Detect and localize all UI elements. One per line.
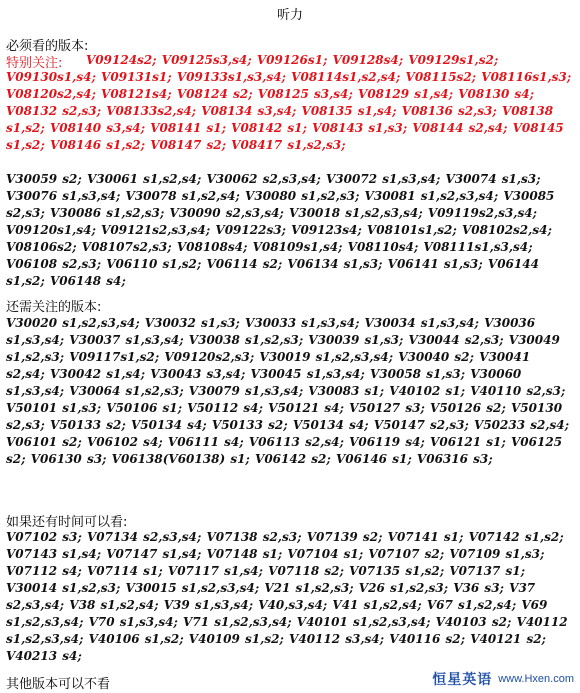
- site-watermark: [432, 669, 574, 689]
- if-time-versions: V07102 s3; V07134 s2,s3,s4; V07138 s2,s3; V07139 s2; V07141 s1; V07142 s1,s2; V07143 s1,s4; V07147 s1,s4; V07148 s1; V07104 s1; V07107 s2; V07109 s1,s3; V07112 s4; V07114 s1; V07117 s1,s4; V07118 s2; V07135 s1,s2; V07137 s1; V30014 s1,s2,s3; V30015 s1,s2,s3,s4; V21 s1,s2,s3; V26 s1,s2,s3; V36 s3; V37 s2,s3,s4; V38 s1,s2,s4; V39 s1,s3,s4; V40,s3,s4; V41 s1,s2,s4; V67 s1,s2,s4; V69 s1,s2,s3,s4; V70 s1,s3,s4; V71 s1,s2,s3,s4; V40101 s1,s2,s3,s4; V40103 s2; V40112 s1,s2,s3,s4; V40106 s1,s2; V40109 s1,s2; V40112 s3,s4; V40116 s2; V40121 s2; V40213 s4;: [6, 530, 568, 663]
- attention-versions: V30020 s1,s2,s3,s4; V30032 s1,s3; V30033 s1,s3,s4; V30034 s1,s3,s4; V30036 s1,s3,s4; V30037 s1,s3,s4; V30038 s1,s2,s3; V30039 s1,s3; V30044 s2,s3; V30049 s1,s2,s3; V09117s1,s2; V09120s2,s3; V30019 s1,s2,s3,s4; V30040 s2; V30041 s2,s4; V30042 s1,s4; V30043 s3,s4; V30045 s1,s3,s4; V30058 s1,s3; V30060 s1,s3,s4; V30064 s1,s2,s3; V30079 s1,s3,s4; V30083 s1; V40102 s1; V40110 s2,s3; V50101 s1,s3; V50106 s1; V50112 s4; V50121 s4; V50127 s3; V50126 s2; V50130 s2,s3; V50133 s2; V50134 s4; V50133 s2; V50134 s4; V50147 s2,s3; V50233 s2,s4; V06101 s2; V06102 s4; V06111 s4; V06113 s2,s4; V06119 s4; V06121 s1; V06125 s2; V06130 s3; V06138(V60138) s1; V06142 s2; V06146 s1; V06316 s3;: [6, 316, 570, 466]
- others-heading: 其他版本可以不看: [6, 677, 111, 692]
- must-read-heading: 必须看的版本:: [6, 39, 89, 54]
- if-time-heading: 如果还有时间可以看:: [6, 515, 128, 530]
- special-attention-label: 特别关注:: [6, 56, 63, 71]
- watermark-url: www.Hxen.com: [498, 673, 574, 685]
- special-attention-versions: V09124s2; V09125s3,s4; V09126s1; V09128s4; V09129s1,s2; V09130s1,s4; V09131s1; V09133s1,s3,s4; V08114s1,s2,s4; V08115s2; V08116s1,s3; V08120s2,s4; V08121s4; V08124 s2; V08125 s3,s4; V08129 s1,s4; V08130 s4; V08132 s2,s3; V08133s2,s4; V08134 s3,s4; V08135 s1,s4; V08136 s2,s3; V08138 s1,s2; V08140 s3,s4; V08141 s1; V08142 s1; V08143 s1,s3; V08144 s2,s4; V08145 s1,s2; V08146 s1,s2; V08147 s2; V08417 s1,s2,s3;: [6, 53, 572, 152]
- attention-heading: 还需关注的版本:: [6, 300, 102, 315]
- must-read-versions: V30059 s2; V30061 s1,s2,s4; V30062 s2,s3,s4; V30072 s1,s3,s4; V30074 s1,s3; V30076 s1,s3,s4; V30078 s1,s2,s4; V30080 s1,s2,s3; V30081 s1,s2,s3,s4; V30085 s2,s3; V30086 s1,s2,s3; V30090 s2,s3,s4; V30018 s1,s2,s3,s4; V09119s2,s3,s4; V09120s1,s4; V09121s2,s3,s4; V09122s3; V09123s4; V08101s1,s2; V08102s2,s4; V08106s2; V08107s2,s3; V08108s4; V08109s1,s4; V08110s4; V08111s1,s3,s4; V06108 s2,s3; V06110 s1,s2; V06114 s2; V06134 s1,s3; V06141 s1,s3; V06144 s1,s2; V06148 s4;: [6, 172, 555, 288]
- page-title: 听力: [276, 8, 303, 23]
- watermark-brand: 恒星英语: [432, 672, 493, 688]
